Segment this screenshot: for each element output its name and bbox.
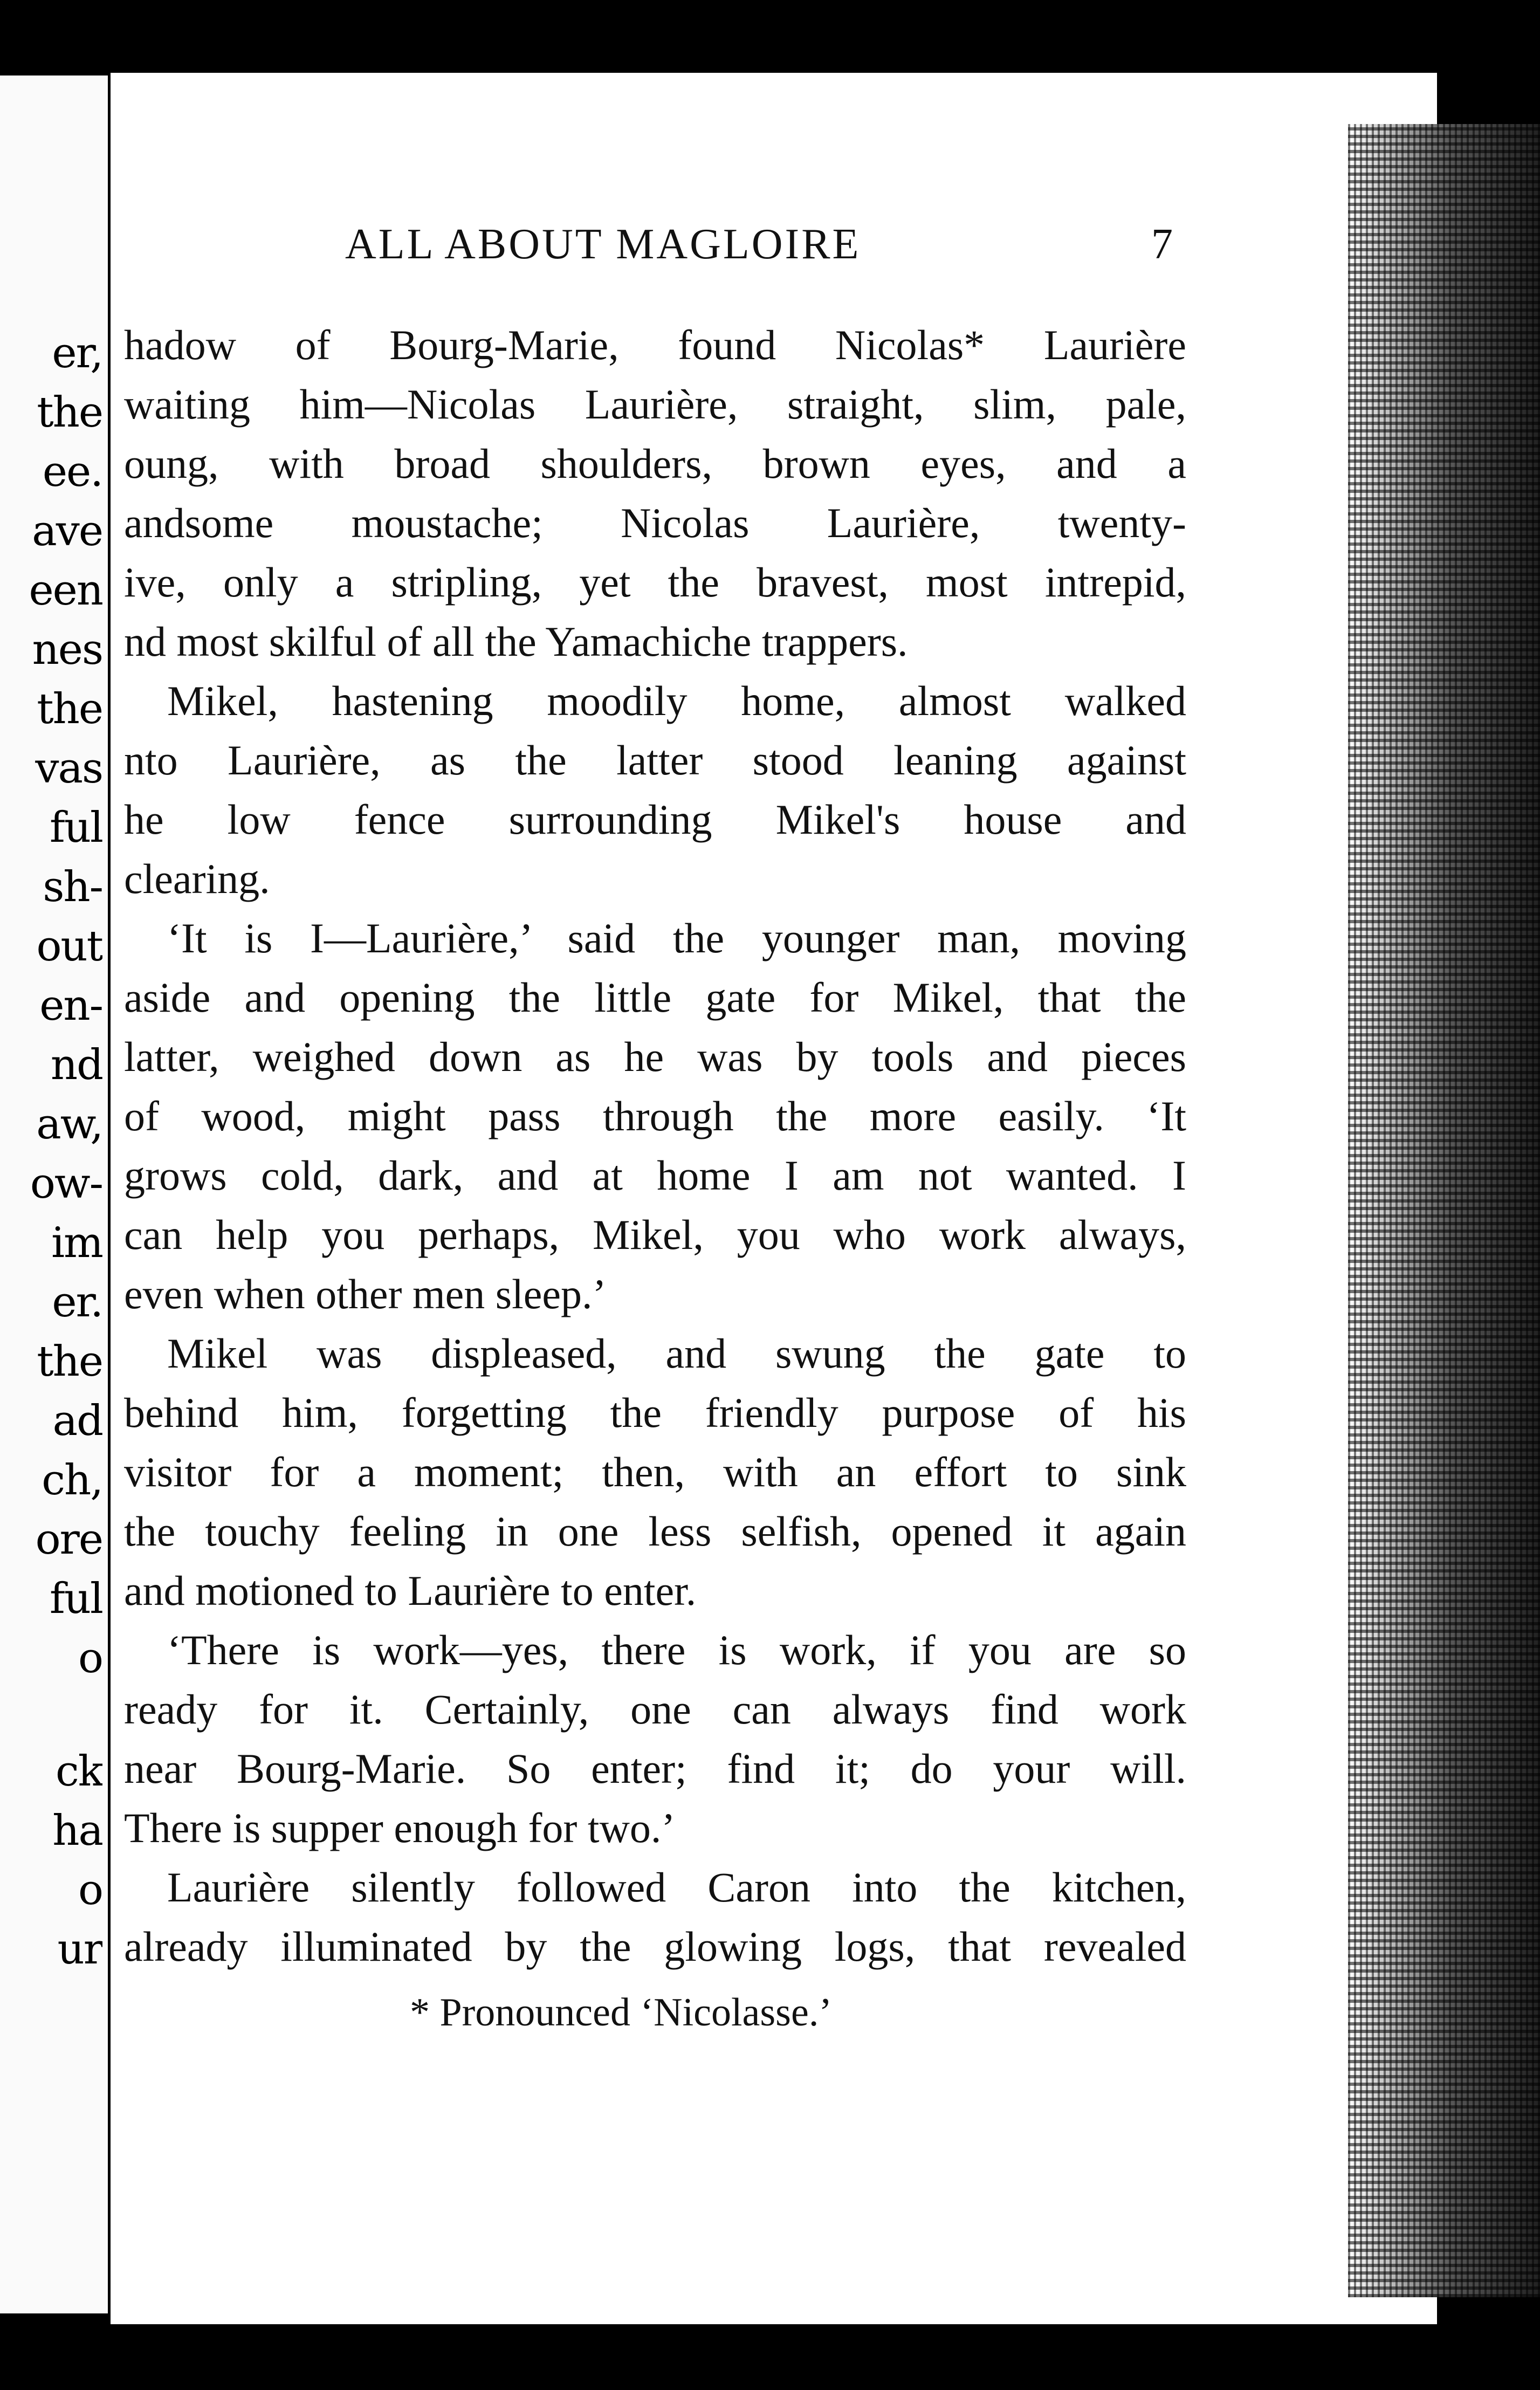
- adjacent-page-fragment: [0, 75, 108, 2313]
- text-line: ‘It is I—Laurière,’ said the younger man, moving: [167, 915, 1186, 962]
- text-line: aside and opening the little gate for Mikel, that the: [124, 974, 1186, 1021]
- text-line: Mikel, hastening moodily home, almost walked: [167, 677, 1186, 724]
- text-line: grows cold, dark, and at home I am not wanted. I: [124, 1152, 1186, 1199]
- fragment-line: nes: [32, 626, 102, 674]
- text-line: Mikel was displeased, and swung the gate to: [167, 1330, 1186, 1377]
- fragment-line: vas: [35, 744, 102, 793]
- page-number: 7: [1151, 221, 1173, 268]
- fragment-line: o: [78, 1634, 102, 1682]
- text-line: behind him, forgetting the friendly purpose of his: [124, 1389, 1186, 1436]
- fragment-line: ful: [49, 1575, 102, 1623]
- text-line: can help you perhaps, Mikel, you who work always,: [124, 1211, 1186, 1258]
- body-text: [124, 315, 1186, 1976]
- text-line: already illuminated by the glowing logs, that revealed: [124, 1923, 1186, 1970]
- text-line: oung, with broad shoulders, brown eyes, and a: [124, 440, 1186, 487]
- text-line: even when other men sleep.’: [124, 1270, 607, 1317]
- text-line: ready for it. Certainly, one can always find work: [124, 1686, 1186, 1733]
- running-header: ALL ABOUT MAGLOIRE: [345, 221, 861, 268]
- fragment-line: er,: [52, 329, 102, 377]
- fragment-line: ha: [52, 1807, 102, 1855]
- text-line: hadow of Bourg-Marie, found Nicolas* Laurière: [124, 321, 1186, 368]
- fragment-line: the: [37, 388, 102, 437]
- text-line: ‘There is work—yes, there is work, if you are so: [167, 1626, 1186, 1673]
- text-line: nd most skilful of all the Yamachiche trappers.: [124, 618, 908, 665]
- text-line: ive, only a stripling, yet the bravest, most intrepid,: [124, 559, 1186, 606]
- footnote: * Pronounced ‘Nicolasse.’: [410, 1990, 832, 2035]
- fragment-line: ad: [52, 1397, 102, 1445]
- fragment-line: ur: [57, 1925, 102, 1974]
- text-line: of wood, might pass through the more easily. ‘It: [124, 1093, 1186, 1139]
- text-line: the touchy feeling in one less selfish, opened it again: [124, 1508, 1186, 1555]
- text-line: latter, weighed down as he was by tools and pieces: [124, 1033, 1186, 1080]
- fragment-line: nd: [50, 1041, 102, 1089]
- fragment-line: en-: [39, 981, 102, 1030]
- fragment-line: ore: [35, 1515, 102, 1564]
- fragment-line: een: [29, 566, 102, 615]
- fragment-line: ful: [49, 803, 102, 852]
- fragment-line: ow-: [30, 1159, 102, 1208]
- fragment-line: ch,: [42, 1456, 102, 1505]
- scanned-page-edge: [1348, 124, 1540, 2297]
- text-line: nto Laurière, as the latter stood leaning against: [124, 737, 1186, 784]
- fragment-line: er.: [52, 1278, 102, 1327]
- fragment-line: out: [36, 922, 102, 971]
- fragment-line: ck: [56, 1747, 102, 1796]
- fragment-line: the: [37, 1337, 102, 1386]
- text-line: he low fence surrounding Mikel's house and: [124, 796, 1186, 843]
- text-line: waiting him—Nicolas Laurière, straight, slim, pale,: [124, 381, 1186, 428]
- text-line: There is supper enough for two.’: [124, 1804, 676, 1851]
- text-line: andsome moustache; Nicolas Laurière, twenty-: [124, 499, 1186, 546]
- text-line: clearing.: [124, 855, 270, 902]
- fragment-line: ave: [32, 507, 102, 555]
- text-line: and motioned to Laurière to enter.: [124, 1567, 697, 1614]
- fragment-line: ee.: [42, 448, 102, 496]
- text-line: Laurière silently followed Caron into the kitchen,: [167, 1864, 1186, 1911]
- fragment-line: the: [37, 685, 102, 733]
- fragment-line: aw,: [36, 1100, 102, 1149]
- fragment-line: im: [51, 1219, 102, 1267]
- fragment-line: sh-: [43, 863, 102, 911]
- fragment-line: o: [78, 1866, 102, 1914]
- text-line: near Bourg-Marie. So enter; find it; do your will.: [124, 1745, 1186, 1792]
- text-line: visitor for a moment; then, with an effort to sink: [124, 1448, 1186, 1495]
